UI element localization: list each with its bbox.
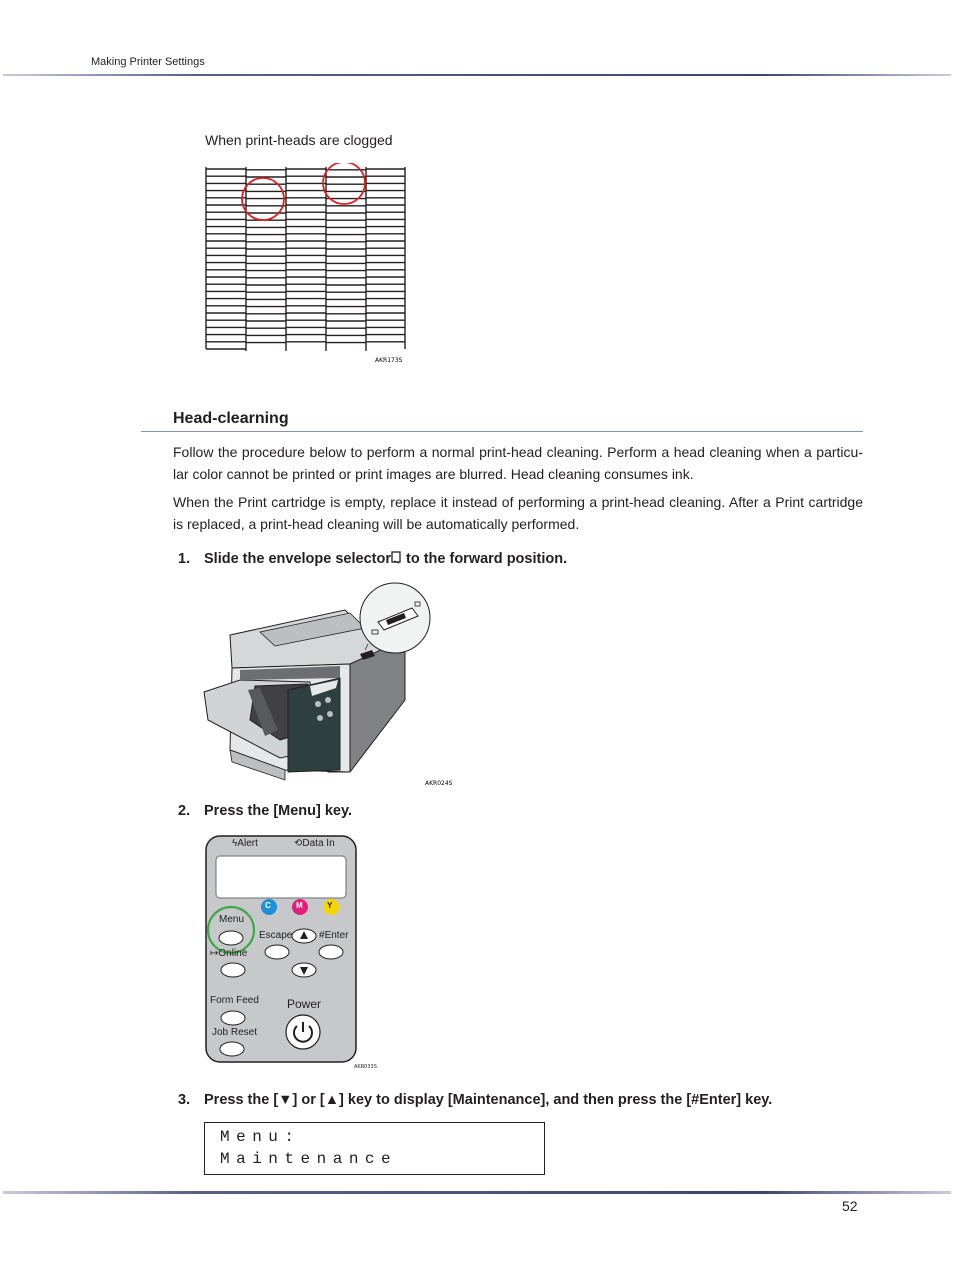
online-key-label: ↦Online xyxy=(210,948,248,959)
yellow-label: Y xyxy=(327,901,333,910)
step-3 xyxy=(178,1092,772,1108)
running-header: Making Printer Settings xyxy=(91,56,205,68)
printer-illustration xyxy=(200,580,460,790)
figure-code: AKR173S xyxy=(375,357,403,364)
step-text: Slide the envelope selector xyxy=(204,551,391,567)
alert-label: ϟAlert xyxy=(232,838,258,849)
lcd-display xyxy=(204,1122,545,1175)
data-in-label: ⟲Data In xyxy=(294,838,335,849)
menu-key-label: Menu xyxy=(219,914,245,925)
enter-key-label: #Enter xyxy=(319,930,349,941)
step-number: 3. xyxy=(178,1092,191,1108)
escape-key-label: Escape xyxy=(259,930,293,941)
step-number: 2. xyxy=(178,803,191,819)
step-text: to the forward position. xyxy=(401,551,568,567)
nozzle-check-pattern xyxy=(200,163,415,368)
figure-code: AKR024S xyxy=(425,780,453,787)
control-panel-illustration xyxy=(204,834,379,1074)
section-rule xyxy=(141,431,863,432)
magenta-label: M xyxy=(296,901,303,910)
job-reset-key-label: Job Reset xyxy=(212,1027,258,1038)
figure-code: AKR033S xyxy=(354,1064,377,1070)
cyan-label: C xyxy=(265,901,271,910)
lcd-line-1: Menu: xyxy=(220,1128,301,1146)
page-number: 52 xyxy=(842,1198,858,1214)
step-number: 1. xyxy=(178,551,191,567)
paragraph: When the Print cartridge is empty, replace it instead of performing a print-head cleaning. After a Print cartridge is replaced, a print-head cleaning will be automatically performed. xyxy=(173,494,863,532)
step-1 xyxy=(178,551,567,567)
envelope-icon xyxy=(391,551,402,564)
header-rule xyxy=(3,74,951,76)
step-text: Press the [Menu] key. xyxy=(204,803,353,819)
power-key-label: Power xyxy=(287,997,322,1011)
figure-caption: When print-heads are clogged xyxy=(205,132,393,148)
paragraph: Follow the procedure below to perform a normal print-head cleaning. Perform a head cleaning when a particu-lar color cannot be printed or print images are blurred. Head cleaning consumes ink. xyxy=(173,444,863,482)
footer-rule xyxy=(3,1191,951,1194)
lcd-line-2: Maintenance xyxy=(220,1150,398,1168)
section-title: Head-clearning xyxy=(173,410,289,427)
form-feed-key-label: Form Feed xyxy=(210,995,259,1006)
step-2 xyxy=(178,803,352,819)
step-text: Press the [▼] or [▲] key to display [Maintenance], and then press the [#Enter] key. xyxy=(204,1092,773,1108)
